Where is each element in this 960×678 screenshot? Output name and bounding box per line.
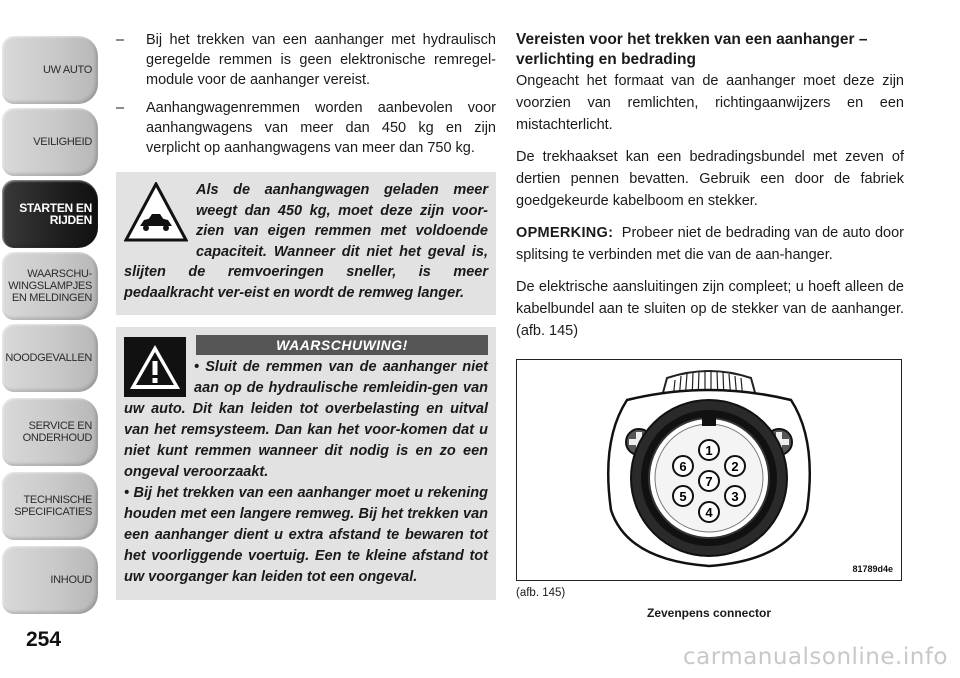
chapter-sidebar [0,0,100,678]
seven-pin-connector-illustration [517,360,900,579]
paragraph: Ongeacht het formaat van de aanhanger moet deze zijn voorzien van remlichten, richtingaanwijzers en een mistachterlicht. [516,73,904,133]
pin-3 [725,486,745,506]
warning-bullet: • Bij het trekken van een aanhanger moet u rekening houden met een langere remweg. Bij het trekken van een aanhanger dient u extra afstand te bewaren tot het voorliggende voertuig. Een te kleine afstand tot uw voorganger kan leiden tot een ongeval. [124,485,488,585]
svg-text:3: 3 [731,489,739,504]
tab-inhoud[interactable]: INHOUD [2,546,98,614]
note-box [116,172,496,315]
tab-veiligheid[interactable]: VEILIGHEID [2,108,98,176]
svg-text:7: 7 [705,474,713,489]
page-number: 254 [26,628,62,651]
note-text: Als de aanhangwagen geladen meer weegt dan 450 kg, moet deze zijn voor-zien van eigen remmen met voldoende capaciteit. Wanneer dit niet het geval is, slijten de remvoeringen sneller, is meer pedaalkracht ver-eist en wordt de remweg langer. [124,182,488,301]
section-heading: Vereisten voor het trekken van een aanhanger – verlichting en bedrading [516,31,868,68]
svg-text:2: 2 [731,459,739,474]
list-item: – Bij het trekken van een aanhanger met hydraulisch geregelde remmen is geen elektronische remregel-module voor de aanhanger vereist. [116,32,496,88]
svg-text:1: 1 [705,443,713,458]
tab-waarschuwingslampjes[interactable]: WAARSCHU- WINGSLAMPJES EN MELDINGEN [2,252,98,320]
tab-noodgevallen[interactable]: NOODGEVALLEN [2,324,98,392]
list-item: – Aanhangwagenremmen worden aanbevolen voor aanhangwagens van meer dan 450 kg en zijn verplicht op aanhangwagens van meer dan 750 kg. [116,100,496,156]
paragraph: De trekhaakset kan een bedradingsbundel met zeven of dertien pennen bevatten. Gebruik een door de fabriek goedgekeurde kabelboom en stekker. [516,149,904,209]
warning-box [116,327,496,600]
left-column [112,30,496,600]
svg-text:4: 4 [705,505,713,520]
paragraph: De elektrische aansluitingen zijn compleet; u hoeft alleen de kabelbundel aan te sluiten op de stekker van de aanhanger. (afb. 145) [516,279,904,339]
svg-text:5: 5 [679,489,687,504]
pin-5 [673,486,693,506]
tab-technische-specificaties[interactable]: TECHNISCHE SPECIFICATIES [2,472,98,540]
pin-2 [725,456,745,476]
pin-4 [699,502,719,522]
figure-caption: Zevenpens connector [646,606,772,620]
pin-1 [699,440,719,460]
warning-header: WAARSCHUWING! [196,335,488,355]
tab-starten-en-rijden[interactable]: STARTEN EN RIJDEN [2,180,98,248]
note-label: OPMERKING: [516,225,614,241]
warning-triangle-icon [124,337,186,397]
warning-bullet: • Sluit de remmen van de aanhanger niet aan op de hydraulische remleidin-gen van uw auto. Dit kan leiden tot overbelasting en uitval van het remsysteem. Dan kan het voor-komen dat u niet kunt remmen wanneer dit nodig is en zo een ongeval veroorzaakt. [124,359,488,480]
svg-text:6: 6 [679,459,687,474]
pin-7 [699,471,719,491]
tab-uw-auto[interactable]: UW AUTO [2,36,98,104]
connector-figure [516,359,902,581]
pin-6 [673,456,693,476]
tab-service-en-onderhoud[interactable]: SERVICE EN ONDERHOUD [2,398,98,466]
figure-code: 81789d4e [852,564,893,574]
right-column [516,30,904,352]
watermark: carmanualsonline.info [682,644,948,670]
figure-reference: (afb. 145) [516,587,566,599]
skidding-car-caution-icon [124,182,188,242]
note-paragraph [516,222,904,266]
note-text: Probeer niet de bedrading van de auto door splitsing te verbinden met die van de aan-hanger. [516,225,905,263]
